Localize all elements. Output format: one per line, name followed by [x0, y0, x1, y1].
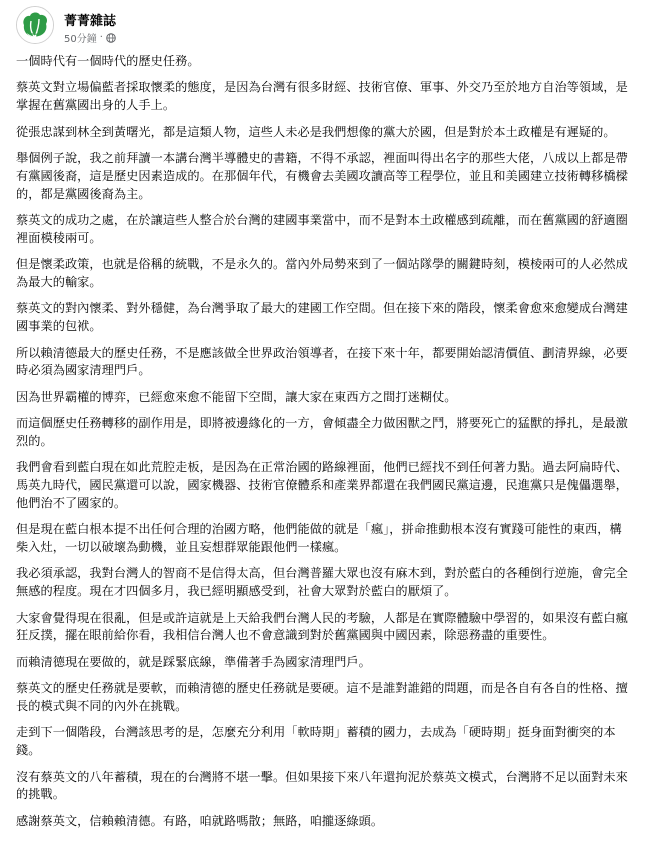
post-body — [16, 53, 630, 839]
page-avatar[interactable] — [16, 6, 54, 44]
post-paragraph: 蔡英文對立場偏藍者採取懷柔的態度，是因為台灣有很多財經、技術官僚、軍事、外交乃至於地方自治等領域，是掌握在舊黨國出身的人手上。 — [16, 80, 628, 113]
post-paragraph: 但是現在藍白根本提不出任何合理的治國方略，他們能做的就是「瘋」，拼命推動根本沒有實踐可能性的東西，構柴入灶，一切以破壞為動機，並且妄想群眾能跟他們一樣瘋。 — [16, 522, 622, 555]
post-timestamp[interactable]: 50分鐘 — [64, 34, 97, 45]
post-meta — [64, 30, 116, 45]
page-name[interactable]: 菁菁雜誌 — [64, 14, 117, 29]
post-paragraph: 而這個歷史任務轉移的副作用是，即將被邊緣化的一方，會傾盡全力做困獸之鬥，將要死亡的猛獸的掙扎，是最激烈的。 — [16, 416, 628, 448]
post-paragraph: 走到下一個階段，台灣該思考的是，怎麼充分利用「軟時期」蓄積的國力，去成為「硬時期」挺身面對衝突的本錢。 — [16, 725, 616, 758]
globe-icon[interactable] — [106, 33, 116, 43]
post-paragraph: 我必須承認，我對台灣人的智商不是信得太高，但台灣普羅大眾也沒有麻木到，對於藍白的各種倒行逆施，會完全無感的程度。現在才四個多月，我已經明顯感受到，社會大眾對於藍白的厭煩了。 — [16, 566, 628, 599]
post-paragraph: 蔡英文的對內懷柔、對外穩健，為台灣爭取了最大的建國工作空間。但在接下來的階段，懷柔會愈來愈變成台灣建國事業的包袱。 — [16, 301, 628, 334]
post-paragraph: 所以賴清德最大的歷史任務，不是應該做全世界政治領導者，在接下來十年，都要開始認清價值、劃清界線，必要時必須為國家清理門戶。 — [16, 345, 628, 378]
post-paragraph: 蔡英文的歷史任務就是要軟，而賴清德的歷史任務就是要硬。這不是誰對誰錯的問題，而是各自有各自的性格、擅長的模式與不同的內外在挑戰。 — [16, 681, 628, 714]
post-paragraph: 舉個例子說，我之前拜讀一本講台灣半導體史的書籍，不得不承認，裡面叫得出名字的那些大佬，八成以上都是帶有黨國後裔，這是歷史因素造成的。在那個年代，有機會去美國攻讀高等工程學位，並且和美國建立技術轉移橋樑的，都是黨國後裔為主。 — [16, 150, 628, 201]
post-paragraph: 因為世界霸權的博弈，已經愈來愈不能留下空間，讓大家在東西方之間打迷糊仗。 — [16, 389, 457, 404]
post-paragraph: 大家會覺得現在很亂，但是或許這就是上天給我們台灣人民的考驗，人都是在實際體驗中學習的，如果沒有藍白瘋狂反撲，擺在眼前給你看，我相信台灣人也不會意識到對於舊黨國與中國因素，除惡務盡的重要性。 — [16, 610, 628, 643]
cabbage-logo-icon — [17, 7, 53, 43]
post-paragraph: 從張忠謀到林全到黃曙光，都是這類人物，這些人未必是我們想像的黨大於國，但是對於本土政權是有遲疑的。 — [16, 124, 616, 139]
post-paragraph: 一個時代有一個時代的歷史任務。 — [16, 54, 200, 68]
post-paragraph: 但是懷柔政策，也就是俗稱的統戰，不是永久的。當內外局勢來到了一個站隊學的關鍵時刻，模棱兩可的人必然成為最大的輸家。 — [16, 257, 628, 289]
meta-separator: · — [99, 32, 103, 43]
post-header — [16, 4, 616, 48]
post-paragraph: 蔡英文的成功之處，在於讓這些人整合於台灣的建國事業當中，而不是對本土政權感到疏離，而在舊黨國的舒適圈裡面模稜兩可。 — [16, 212, 628, 245]
post-paragraph: 我們會看到藍白現在如此荒腔走板，是因為在正常治國的路線裡面，他們已經找不到任何著力點。過去阿扁時代、馬英九時代，國民黨還可以說，國家機器、技術官僚體系和產業界都還在我們國民黨這邊，民進黨只是傀儡選舉，他們治不了國家的。 — [16, 460, 628, 510]
post-paragraph: 沒有蔡英文的八年蓄積，現在的台灣將不堪一擊。但如果接下來八年還拘泥於蔡英文模式，台灣將不足以面對未來的挑戰。 — [16, 769, 628, 802]
post-paragraph: 而賴清德現在要做的，就是踩緊底線，準備著手為國家清理門戶。 — [16, 654, 371, 669]
post-paragraph: 感謝蔡英文，信賴賴清德。有路，咱就路嗎散；無路，咱攏逐綠頭。 — [16, 813, 384, 828]
